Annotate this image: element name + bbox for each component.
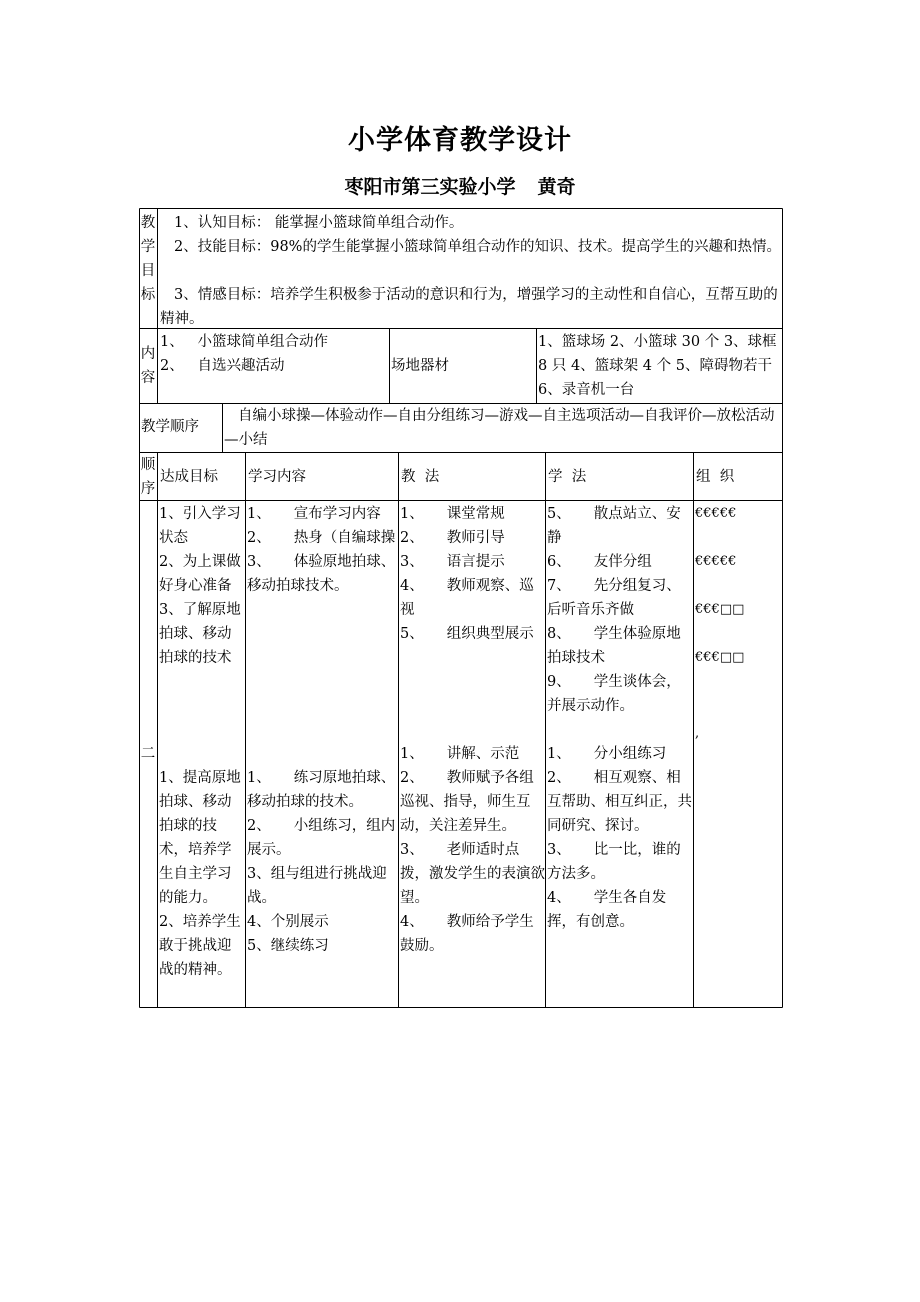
org-formation-4: €€€□□ — [695, 650, 745, 665]
sequence-text: 自编小球操—体验动作—自由分组练习—游戏—自主选项活动—自我评价—放松活动—小结 — [224, 408, 775, 448]
teaching-cell-2: 1、 讲解、示范 2、 教师赋予各组巡视、指导，师生互动，关注差异生。 3、 老师适时点拨，激发学生的表演欲望。 4、 教师给予学生鼓励。 — [400, 746, 545, 954]
author-name: 黄奇 — [537, 176, 576, 198]
section-order: 二 — [140, 746, 156, 762]
goal-cell-2: 1、提高原地拍球、移动拍球的技术，培养学生自主学习的能力。 2、培养学生敢于挑战迎战的精神。 — [159, 770, 241, 978]
sequence-label: 教学顺序 — [141, 419, 199, 435]
teaching-cell-1: 1、 课堂常规 2、 教师引导 3、 语言提示 4、 教师观察、巡视 5、 组织典型展示 — [400, 506, 534, 642]
goal-line-3: 3、情感目标：培养学生积极参于活动的意识和行为，增强学习的主动性和自信心，互帮互助的精神。 — [160, 287, 778, 327]
goal-line-2: 2、技能目标：98%的学生能掌握小篮球简单组合动作的知识、技术。提高学生的兴趣和热情。 — [174, 239, 781, 255]
org-formation-5: , — [695, 726, 700, 741]
equipment-list: 1、篮球场 2、小篮球 30 个 3、球框 8 只 4、篮球架 4 个 5、障碍物若干 6、录音机一台 — [538, 334, 777, 398]
equipment-label: 场地器材 — [391, 358, 449, 374]
page-title: 小学体育教学设计 — [348, 125, 572, 156]
page-subtitle — [0, 172, 920, 199]
org-formation-2: €€€€€ — [695, 554, 737, 569]
header-learning-content: 学习内容 — [248, 469, 306, 485]
header-study: 学 法 — [548, 469, 587, 485]
study-cell-1: 5、 散点站立、安静 6、 友伴分组 7、 先分组复习、后听音乐齐做 8、 学生体验原地拍球技术 9、 学生谈体会，并展示动作。 — [547, 506, 681, 714]
header-goal: 达成目标 — [160, 469, 218, 485]
header-teaching: 教 法 — [401, 469, 440, 485]
goal-line-1: 1、认知目标： 能掌握小篮球简单组合动作。 — [174, 215, 464, 231]
content-cell-2: 1、 练习原地拍球、移动拍球的技术。 2、 小组练习，组内展示。 3、组与组进行挑战迎战。 4、个别展示 5、继续练习 — [247, 770, 396, 954]
header-order: 顺序 — [140, 457, 156, 497]
study-cell-2: 1、 分小组练习 2、 相互观察、相互帮助、相互纠正，共同研究、探讨。 3、 比一比，谁的方法多。 4、 学生各自发挥，有创意。 — [547, 746, 692, 930]
content-cell-1: 1、 宣布学习内容 2、 热身（自编球操 3、 体验原地拍球、移动拍球技术。 — [247, 506, 396, 594]
header-organize: 组 织 — [696, 469, 735, 485]
content-item-1: 1、 小篮球简单组合动作 — [160, 334, 329, 350]
org-formation-1: €€€€€ — [695, 506, 737, 521]
school-name: 枣阳市第三实验小学 — [344, 176, 516, 198]
goal-cell-1: 1、引入学习状态 2、为上课做好身心准备 3、了解原地拍球、移动拍球的技术 — [159, 506, 241, 666]
content-item-2: 2、 自选兴趣活动 — [160, 358, 285, 374]
content-label: 内容 — [140, 346, 156, 386]
goals-label: 教学目标 — [140, 215, 156, 303]
org-formation-3: €€€□□ — [695, 602, 745, 617]
